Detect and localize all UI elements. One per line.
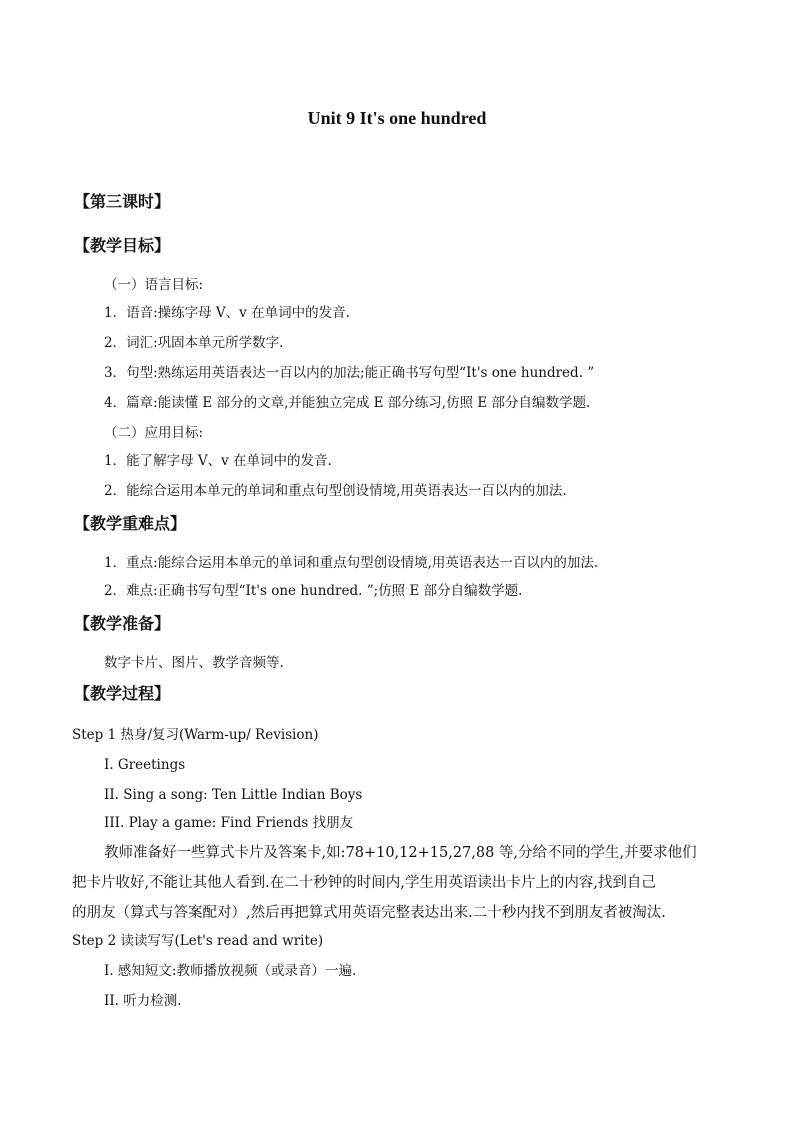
- step2-item: II. 听力检测.: [104, 993, 182, 1009]
- process-heading: 【教学过程】: [74, 684, 171, 703]
- paragraph-line: 教师准备好一些算式卡片及答案卡,如:78+10,12+15,27,88 等,分给不同的学生,并要求他们: [104, 845, 697, 861]
- step1-heading: Step 1 热身/复习(Warm-up/ Revision): [72, 727, 319, 743]
- preparation-heading: 【教学准备】: [74, 614, 171, 633]
- language-item: 3．句型:熟练运用英语表达一百以内的加法;能正确书写句型“It's one hundred. ”: [104, 365, 595, 381]
- step1-item: III. Play a game: Find Friends 找朋友: [104, 815, 354, 831]
- language-item: 1．语音:操练字母 V、v 在单词中的发音.: [104, 305, 350, 321]
- step1-item: I. Greetings: [104, 757, 186, 773]
- step2-heading: Step 2 读读写写(Let's read and write): [72, 933, 324, 949]
- key-point-item: 1．重点:能综合运用本单元的单词和重点句型创设情境,用英语表达一百以内的加法.: [104, 555, 599, 571]
- step1-item: II. Sing a song: Ten Little Indian Boys: [104, 787, 363, 803]
- lesson-label: 【第三课时】: [74, 192, 171, 211]
- key-points-heading: 【教学重难点】: [74, 514, 187, 533]
- application-item: 1．能了解字母 V、v 在单词中的发音.: [104, 453, 332, 469]
- application-goal-label: （二）应用目标:: [104, 425, 204, 441]
- paragraph-line: 把卡片收好,不能让其他人看到.在二十秒钟的时间内,学生用英语读出卡片上的内容,找到自己: [72, 875, 656, 891]
- application-item: 2．能综合运用本单元的单词和重点句型创设情境,用英语表达一百以内的加法.: [104, 483, 567, 499]
- paragraph-line: 的朋友（算式与答案配对）,然后再把算式用英语完整表达出来.二十秒内找不到朋友者被淘汰.: [72, 905, 666, 921]
- step2-item: I. 感知短文:教师播放视频（或录音）一遍.: [104, 963, 357, 979]
- language-goal-label: （一）语言目标:: [104, 277, 204, 293]
- language-item: 4．篇章:能读懂 E 部分的文章,并能独立完成 E 部分练习,仿照 E 部分自编数学题.: [104, 395, 591, 411]
- language-item: 2．词汇:巩固本单元所学数字.: [104, 335, 284, 351]
- document-title: Unit 9 It's one hundred: [307, 108, 487, 128]
- key-point-item: 2．难点:正确书写句型“It's one hundred. ”;仿照 E 部分自编数学题.: [104, 583, 523, 599]
- preparation-text: 数字卡片、图片、教学音频等.: [104, 655, 284, 671]
- objectives-heading: 【教学目标】: [74, 236, 171, 255]
